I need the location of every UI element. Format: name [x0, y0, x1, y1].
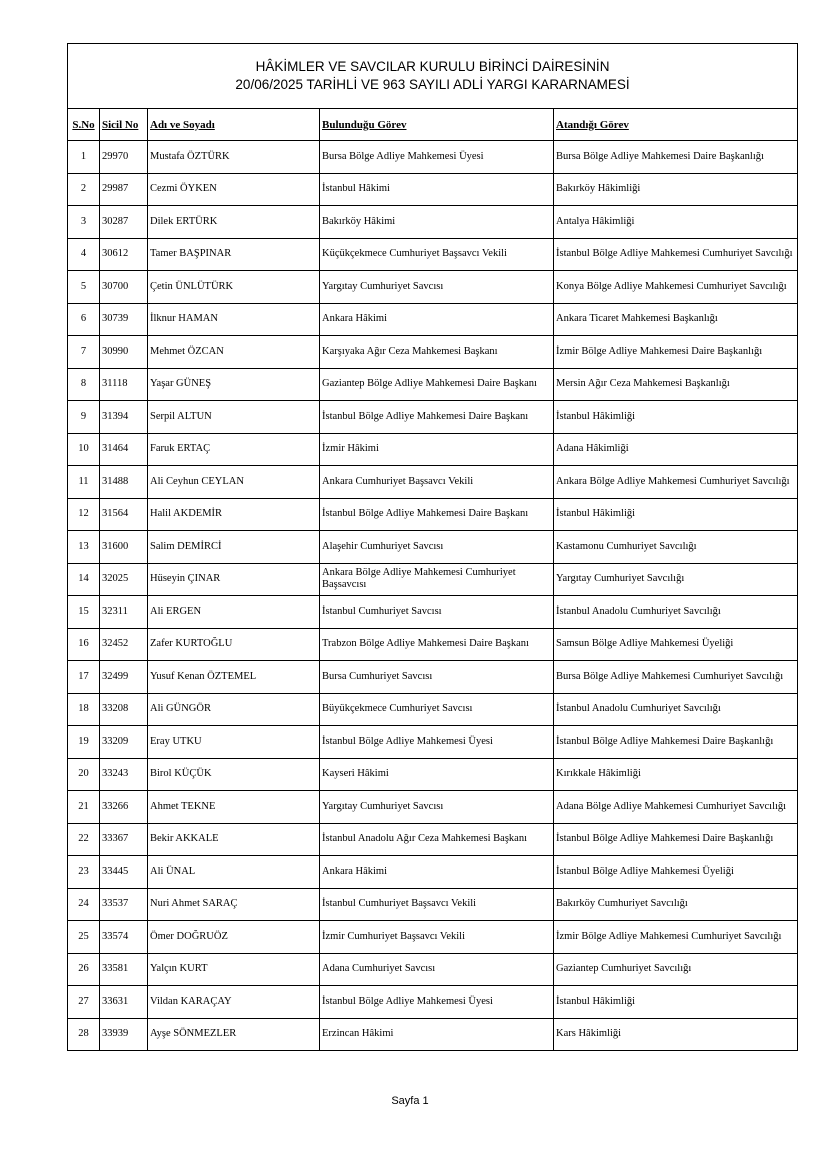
cell-sicil-no: 33445 — [100, 856, 148, 889]
cell-assigned-post: İstanbul Anadolu Cumhuriyet Savcılığı — [554, 596, 798, 629]
cell-name: Bekir AKKALE — [148, 823, 320, 856]
cell-name: Mehmet ÖZCAN — [148, 336, 320, 369]
cell-current-post: Ankara Hâkimi — [320, 856, 554, 889]
table-row — [68, 563, 798, 596]
column-header-sicil: Sicil No — [100, 109, 148, 141]
cell-assigned-post: Antalya Hâkimliği — [554, 206, 798, 239]
cell-sno: 26 — [68, 953, 100, 986]
cell-name: Salim DEMİRCİ — [148, 531, 320, 564]
cell-sicil-no: 33208 — [100, 693, 148, 726]
cell-current-post: Bakırköy Hâkimi — [320, 206, 554, 239]
table-row — [68, 1018, 798, 1051]
cell-sno: 6 — [68, 303, 100, 336]
title-line-1: HÂKİMLER VE SAVCILAR KURULU BİRİNCİ DAİRESİNİN — [255, 59, 610, 74]
cell-name: Tamer BAŞPINAR — [148, 238, 320, 271]
cell-current-post: İstanbul Cumhuriyet Savcısı — [320, 596, 554, 629]
cell-current-post: Bursa Bölge Adliye Mahkemesi Üyesi — [320, 141, 554, 174]
cell-assigned-post: Kastamonu Cumhuriyet Savcılığı — [554, 531, 798, 564]
cell-sno: 1 — [68, 141, 100, 174]
cell-assigned-post: İstanbul Anadolu Cumhuriyet Savcılığı — [554, 693, 798, 726]
cell-sicil-no: 33367 — [100, 823, 148, 856]
cell-sicil-no: 33537 — [100, 888, 148, 921]
cell-assigned-post: Samsun Bölge Adliye Mahkemesi Üyeliği — [554, 628, 798, 661]
column-header-sno: S.No — [68, 109, 100, 141]
table-row — [68, 466, 798, 499]
cell-name: Zafer KURTOĞLU — [148, 628, 320, 661]
cell-current-post: Alaşehir Cumhuriyet Savcısı — [320, 531, 554, 564]
cell-sno: 17 — [68, 661, 100, 694]
cell-sno: 15 — [68, 596, 100, 629]
cell-assigned-post: Mersin Ağır Ceza Mahkemesi Başkanlığı — [554, 368, 798, 401]
cell-sno: 21 — [68, 791, 100, 824]
cell-name: Ali GÜNGÖR — [148, 693, 320, 726]
table-row — [68, 953, 798, 986]
cell-name: Yalçın KURT — [148, 953, 320, 986]
cell-assigned-post: Ankara Ticaret Mahkemesi Başkanlığı — [554, 303, 798, 336]
table-row — [68, 823, 798, 856]
cell-sicil-no: 30700 — [100, 271, 148, 304]
cell-assigned-post: İstanbul Bölge Adliye Mahkemesi Cumhuriyet Savcılığı — [554, 238, 798, 271]
cell-sno: 18 — [68, 693, 100, 726]
table-row — [68, 791, 798, 824]
cell-sicil-no: 33631 — [100, 986, 148, 1019]
cell-sicil-no: 30287 — [100, 206, 148, 239]
cell-sicil-no: 31600 — [100, 531, 148, 564]
cell-sicil-no: 33209 — [100, 726, 148, 759]
cell-name: Ali Ceyhun CEYLAN — [148, 466, 320, 499]
cell-name: Ali ÜNAL — [148, 856, 320, 889]
cell-current-post: Gaziantep Bölge Adliye Mahkemesi Daire Başkanı — [320, 368, 554, 401]
cell-name: Yusuf Kenan ÖZTEMEL — [148, 661, 320, 694]
cell-current-post: İzmir Hâkimi — [320, 433, 554, 466]
table-row — [68, 303, 798, 336]
cell-sicil-no: 33581 — [100, 953, 148, 986]
cell-name: Cezmi ÖYKEN — [148, 173, 320, 206]
cell-name: Hüseyin ÇINAR — [148, 563, 320, 596]
cell-sicil-no: 31488 — [100, 466, 148, 499]
cell-sno: 11 — [68, 466, 100, 499]
cell-name: Dilek ERTÜRK — [148, 206, 320, 239]
cell-sicil-no: 33243 — [100, 758, 148, 791]
cell-sicil-no: 30990 — [100, 336, 148, 369]
table-row — [68, 238, 798, 271]
table-body — [68, 141, 798, 1051]
cell-name: Mustafa ÖZTÜRK — [148, 141, 320, 174]
table-row — [68, 433, 798, 466]
cell-assigned-post: Gaziantep Cumhuriyet Savcılığı — [554, 953, 798, 986]
cell-sno: 9 — [68, 401, 100, 434]
cell-name: Vildan KARAÇAY — [148, 986, 320, 1019]
cell-current-post: Bursa Cumhuriyet Savcısı — [320, 661, 554, 694]
cell-assigned-post: Ankara Bölge Adliye Mahkemesi Cumhuriyet Savcılığı — [554, 466, 798, 499]
cell-sno: 19 — [68, 726, 100, 759]
cell-name: Ayşe SÖNMEZLER — [148, 1018, 320, 1051]
cell-sicil-no: 32452 — [100, 628, 148, 661]
cell-sno: 3 — [68, 206, 100, 239]
cell-name: Eray UTKU — [148, 726, 320, 759]
cell-sicil-no: 30739 — [100, 303, 148, 336]
table-row — [68, 921, 798, 954]
cell-name: Ali ERGEN — [148, 596, 320, 629]
cell-assigned-post: Adana Hâkimliği — [554, 433, 798, 466]
cell-current-post: İstanbul Hâkimi — [320, 173, 554, 206]
table-row — [68, 596, 798, 629]
cell-current-post: İstanbul Bölge Adliye Mahkemesi Üyesi — [320, 726, 554, 759]
cell-assigned-post: Bursa Bölge Adliye Mahkemesi Daire Başkanlığı — [554, 141, 798, 174]
cell-assigned-post: İstanbul Hâkimliği — [554, 401, 798, 434]
page-number: Sayfa 1 — [391, 1095, 429, 1107]
cell-sicil-no: 30612 — [100, 238, 148, 271]
cell-assigned-post: İstanbul Bölge Adliye Mahkemesi Üyeliği — [554, 856, 798, 889]
column-header-current-post: Bulunduğu Görev — [320, 109, 554, 141]
cell-sno: 13 — [68, 531, 100, 564]
cell-assigned-post: İzmir Bölge Adliye Mahkemesi Daire Başkanlığı — [554, 336, 798, 369]
table-row — [68, 206, 798, 239]
table-row — [68, 758, 798, 791]
cell-sno: 16 — [68, 628, 100, 661]
cell-sno: 23 — [68, 856, 100, 889]
cell-assigned-post: Adana Bölge Adliye Mahkemesi Cumhuriyet Savcılığı — [554, 791, 798, 824]
cell-current-post: İstanbul Anadolu Ağır Ceza Mahkemesi Başkanı — [320, 823, 554, 856]
cell-sno: 14 — [68, 563, 100, 596]
document-title — [68, 44, 798, 109]
cell-sicil-no: 32499 — [100, 661, 148, 694]
cell-sno: 8 — [68, 368, 100, 401]
cell-sno: 25 — [68, 921, 100, 954]
cell-current-post: Küçükçekmece Cumhuriyet Başsavcı Vekili — [320, 238, 554, 271]
cell-current-post: İstanbul Bölge Adliye Mahkemesi Daire Başkanı — [320, 498, 554, 531]
table-row — [68, 661, 798, 694]
decree-table — [67, 43, 798, 1051]
cell-current-post: Ankara Hâkimi — [320, 303, 554, 336]
cell-sno: 7 — [68, 336, 100, 369]
cell-assigned-post: Bursa Bölge Adliye Mahkemesi Cumhuriyet Savcılığı — [554, 661, 798, 694]
cell-sicil-no: 29970 — [100, 141, 148, 174]
cell-assigned-post: İstanbul Bölge Adliye Mahkemesi Daire Başkanlığı — [554, 823, 798, 856]
table-row — [68, 401, 798, 434]
cell-sicil-no: 33574 — [100, 921, 148, 954]
cell-current-post: İzmir Cumhuriyet Başsavcı Vekili — [320, 921, 554, 954]
column-header-name: Adı ve Soyadı — [148, 109, 320, 141]
cell-name: Serpil ALTUN — [148, 401, 320, 434]
cell-name: Ömer DOĞRUÖZ — [148, 921, 320, 954]
table-row — [68, 986, 798, 1019]
table-row — [68, 693, 798, 726]
cell-assigned-post: İstanbul Bölge Adliye Mahkemesi Daire Başkanlığı — [554, 726, 798, 759]
cell-sno: 12 — [68, 498, 100, 531]
cell-sno: 27 — [68, 986, 100, 1019]
cell-assigned-post: Kars Hâkimliği — [554, 1018, 798, 1051]
table-row — [68, 271, 798, 304]
cell-sicil-no: 31564 — [100, 498, 148, 531]
table-row — [68, 141, 798, 174]
cell-current-post: Adana Cumhuriyet Savcısı — [320, 953, 554, 986]
cell-sno: 20 — [68, 758, 100, 791]
title-line-2: 20/06/2025 TARİHLİ VE 963 SAYILI ADLİ YARGI KARARNAMESİ — [235, 77, 630, 92]
cell-name: Faruk ERTAÇ — [148, 433, 320, 466]
cell-sno: 22 — [68, 823, 100, 856]
cell-assigned-post: Bakırköy Cumhuriyet Savcılığı — [554, 888, 798, 921]
cell-assigned-post: Yargıtay Cumhuriyet Savcılığı — [554, 563, 798, 596]
cell-name: Halil AKDEMİR — [148, 498, 320, 531]
cell-assigned-post: Konya Bölge Adliye Mahkemesi Cumhuriyet Savcılığı — [554, 271, 798, 304]
cell-sicil-no: 32025 — [100, 563, 148, 596]
cell-assigned-post: Bakırköy Hâkimliği — [554, 173, 798, 206]
cell-sno: 4 — [68, 238, 100, 271]
cell-sicil-no: 29987 — [100, 173, 148, 206]
column-header-assigned-post: Atandığı Görev — [554, 109, 798, 141]
table-row — [68, 888, 798, 921]
table-row — [68, 368, 798, 401]
cell-sno: 2 — [68, 173, 100, 206]
cell-sicil-no: 32311 — [100, 596, 148, 629]
table-row — [68, 726, 798, 759]
table-row — [68, 498, 798, 531]
table-row — [68, 628, 798, 661]
cell-current-post: Karşıyaka Ağır Ceza Mahkemesi Başkanı — [320, 336, 554, 369]
cell-name: Ahmet TEKNE — [148, 791, 320, 824]
table-header-row — [68, 109, 798, 141]
cell-current-post: İstanbul Bölge Adliye Mahkemesi Üyesi — [320, 986, 554, 1019]
cell-name: Nuri Ahmet SARAÇ — [148, 888, 320, 921]
cell-sicil-no: 31394 — [100, 401, 148, 434]
cell-assigned-post: İstanbul Hâkimliği — [554, 498, 798, 531]
table-row — [68, 173, 798, 206]
cell-sno: 28 — [68, 1018, 100, 1051]
cell-sno: 10 — [68, 433, 100, 466]
cell-current-post: Trabzon Bölge Adliye Mahkemesi Daire Başkanı — [320, 628, 554, 661]
cell-name: Birol KÜÇÜK — [148, 758, 320, 791]
cell-current-post: İstanbul Cumhuriyet Başsavcı Vekili — [320, 888, 554, 921]
cell-current-post: Ankara Cumhuriyet Başsavcı Vekili — [320, 466, 554, 499]
cell-current-post: Büyükçekmece Cumhuriyet Savcısı — [320, 693, 554, 726]
cell-current-post: İstanbul Bölge Adliye Mahkemesi Daire Başkanı — [320, 401, 554, 434]
cell-sno: 24 — [68, 888, 100, 921]
cell-current-post: Ankara Bölge Adliye Mahkemesi Cumhuriyet Başsavcısı — [320, 563, 554, 596]
cell-sicil-no: 33939 — [100, 1018, 148, 1051]
table-row — [68, 531, 798, 564]
cell-assigned-post: İzmir Bölge Adliye Mahkemesi Cumhuriyet Savcılığı — [554, 921, 798, 954]
cell-sicil-no: 31464 — [100, 433, 148, 466]
cell-sicil-no: 33266 — [100, 791, 148, 824]
cell-current-post: Kayseri Hâkimi — [320, 758, 554, 791]
cell-name: İlknur HAMAN — [148, 303, 320, 336]
cell-sicil-no: 31118 — [100, 368, 148, 401]
cell-assigned-post: Kırıkkale Hâkimliği — [554, 758, 798, 791]
table-row — [68, 336, 798, 369]
table-row — [68, 856, 798, 889]
cell-current-post: Yargıtay Cumhuriyet Savcısı — [320, 271, 554, 304]
cell-sno: 5 — [68, 271, 100, 304]
cell-current-post: Erzincan Hâkimi — [320, 1018, 554, 1051]
cell-name: Yaşar GÜNEŞ — [148, 368, 320, 401]
cell-assigned-post: İstanbul Hâkimliği — [554, 986, 798, 1019]
cell-name: Çetin ÜNLÜTÜRK — [148, 271, 320, 304]
cell-current-post: Yargıtay Cumhuriyet Savcısı — [320, 791, 554, 824]
